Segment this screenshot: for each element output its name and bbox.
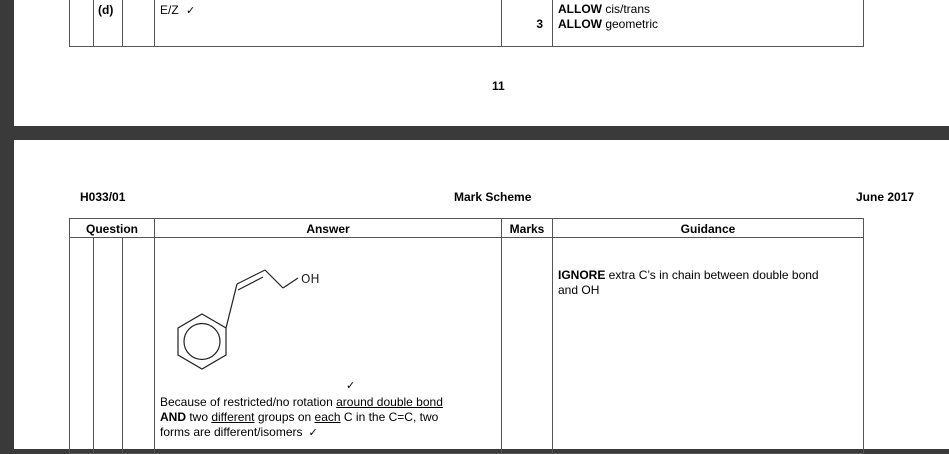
marks-cell: [502, 238, 553, 454]
oh-group-label: OH: [301, 272, 320, 286]
marks-value: 3: [536, 17, 543, 31]
question-part: (d): [98, 3, 114, 17]
answer-cell: [155, 238, 502, 454]
current-page: [14, 140, 949, 449]
structure-tick: ✓: [346, 379, 356, 392]
header-guidance: Guidance: [553, 219, 864, 238]
answer-text: E/Z: [160, 3, 179, 17]
header-answer: Answer: [155, 219, 502, 238]
answer-cell: [155, 0, 502, 47]
mark-scheme-row-d: [69, 0, 864, 47]
guidance-cell: [553, 238, 864, 454]
question-part-cell: [94, 238, 123, 454]
previous-page: [14, 0, 949, 126]
guidance-text: IGNORE extra C’s in chain between double bond and OH: [558, 268, 819, 297]
document-title: Mark Scheme: [454, 190, 532, 204]
question-number-cell: [70, 238, 94, 454]
question-part-cell: [94, 0, 123, 47]
explanation-tick: ✓: [308, 426, 318, 439]
cinnamyl-alcohol-structure: [170, 264, 350, 379]
exam-date: June 2017: [856, 190, 915, 204]
mark-scheme-table: [69, 218, 864, 454]
header-marks: Marks: [502, 219, 553, 238]
explanation-text: Because of restricted/no rotation around double bond AND two different groups on each C in the C=C, two forms are different/isomers ✓: [160, 395, 443, 439]
question-subpart-cell: [123, 0, 155, 47]
header-question: Question: [70, 219, 155, 238]
page-number: 11: [492, 79, 505, 93]
marks-cell: [502, 0, 553, 47]
paper-code: H033/01: [80, 190, 126, 204]
guidance-cell: [553, 0, 864, 47]
question-subpart-cell: [123, 238, 155, 454]
tick-mark: ✓: [186, 4, 196, 17]
guidance-text: ALLOW cis/trans ALLOW geometric: [558, 2, 659, 31]
question-number-cell: [70, 0, 94, 47]
